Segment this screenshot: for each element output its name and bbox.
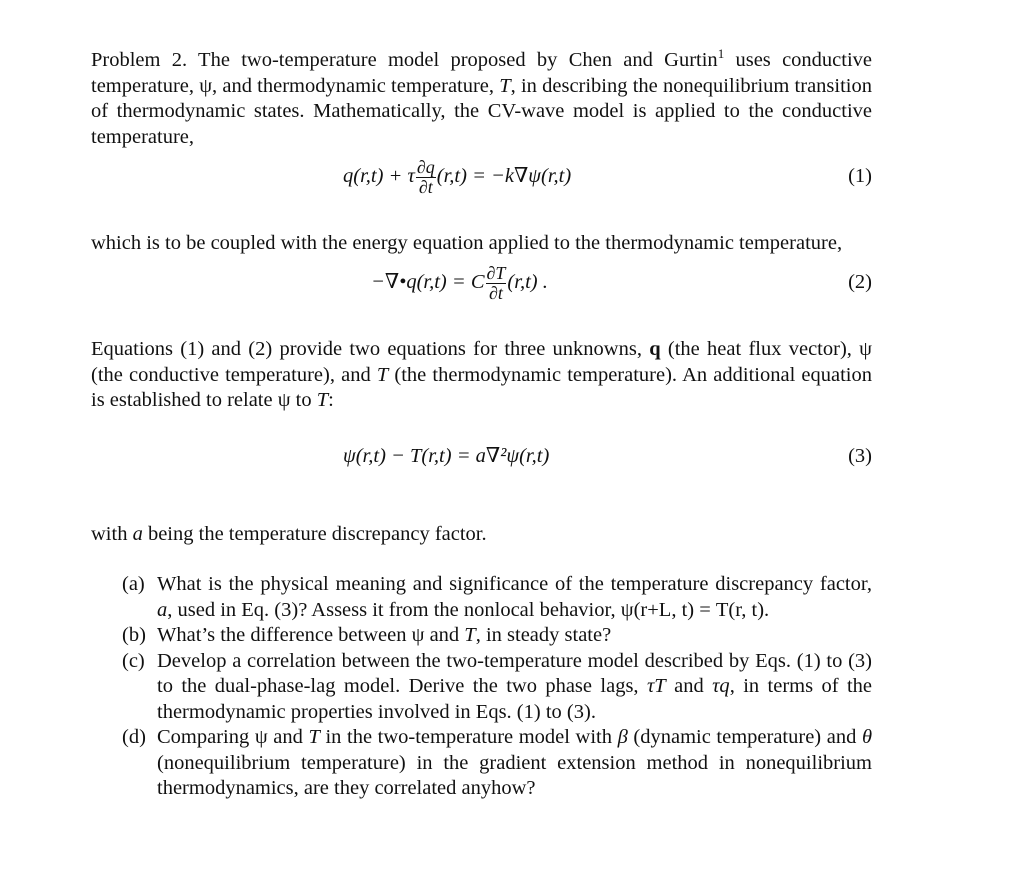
equation-2-rhs: (r,t) . [507,271,548,294]
symbol-theta: θ [861,726,873,748]
symbol-a: a [132,523,143,545]
equation-1-number: (1) [848,165,872,187]
equation-1 [91,152,872,202]
unknowns-text: : [328,389,334,411]
equation-3-expression: ψ(r,t) − T(r,t) = a∇²ψ(r,t) [343,445,550,468]
item-text: , in terms of the thermodynamic properties involved in Eqs. (1) to (3). [157,675,872,723]
unknowns-text: (the thermodynamic temperature). An additional equation is established to relate ψ to [91,363,872,411]
intro-text: Problem 2. The two-temperature model proposed by Chen and Gurtin [91,49,718,71]
item-label: (c) [122,649,145,672]
problem-intro [91,48,872,150]
item-label: (b) [122,624,146,646]
item-text: What is the physical meaning and significance of the temperature discrepancy factor, [157,573,872,595]
intro-text: , in describing the nonequilibrium transition of thermodynamic states. Mathematically, the CV-wave model is applied to the conductive temperature, [91,74,872,148]
item-text: , used in Eq. (3)? Assess it from the nonlocal behavior, ψ(r+L, t) = T(r, t). [167,598,770,621]
symbol-a: a [157,598,168,621]
item-text: Comparing ψ and [157,726,309,748]
item-text: Develop a correlation between the two-temperature model described by Eqs. (1) to (3) to the dual-phase-lag model. Derive the two phase lags, [157,649,872,697]
equation-2-number: (2) [848,271,872,293]
equation-3-number: (3) [848,445,872,467]
equation-2-lhs: −∇•q(r,t) = C [371,271,485,294]
question-item-c [122,649,872,726]
equation-3 [91,432,872,482]
footnote-mark: 1 [717,46,725,62]
equation-1-fraction [416,158,436,197]
symbol-q: q [649,338,661,360]
fraction-denominator: ∂t [489,282,503,303]
fraction-denominator: ∂t [418,176,433,197]
symbol-beta: β [617,726,628,748]
symbol-T: T [308,726,320,748]
symbol-T: T [499,74,511,97]
intro-text: uses conductive temperature, ψ, and thermodynamic temperature, [91,49,873,97]
equation-1-rhs: (r,t) = −k∇ψ(r,t) [436,165,572,188]
question-item-d [122,725,872,802]
symbol-T: T [376,363,389,386]
symbol-T: T [464,624,476,646]
equation-1-lhs: q(r,t) + τ [343,165,415,188]
item-text: in the two-temperature model with [319,726,618,748]
discrepancy-sentence [91,522,872,548]
item-text: (dynamic temperature) and [627,726,862,748]
unknowns-paragraph [91,337,872,414]
discrepancy-text: being the temperature discrepancy factor. [142,523,487,545]
discrepancy-text: with [91,523,133,545]
item-text: and [665,675,713,697]
symbol-T: T [316,389,329,411]
question-item-a [122,572,872,623]
item-text: (nonequilibrium temperature) in the gradient extension method in nonequilibrium thermodynamics, are they correlated anyhow? [157,751,872,799]
fraction-numerator: ∂T [486,262,506,283]
equation-2-fraction [486,264,507,303]
unknowns-text: (the heat flux vector), ψ (the conductive temperature), and [91,338,872,386]
symbol-tau-T: τT [646,675,666,697]
equation-2 [91,258,872,308]
item-text: What’s the difference between ψ and [157,624,465,646]
item-text: , in steady state? [475,624,612,646]
item-label: (d) [122,726,146,748]
coupling-text: which is to be coupled with the energy equation applied to the thermodynamic temperature, [91,232,843,254]
question-list [122,572,872,802]
unknowns-text: Equations (1) and (2) provide two equations for three unknowns, [91,338,650,360]
symbol-tau-q: τq [712,675,730,697]
fraction-numerator: ∂q [416,156,435,177]
item-label: (a) [122,573,145,595]
question-item-b [122,623,872,649]
